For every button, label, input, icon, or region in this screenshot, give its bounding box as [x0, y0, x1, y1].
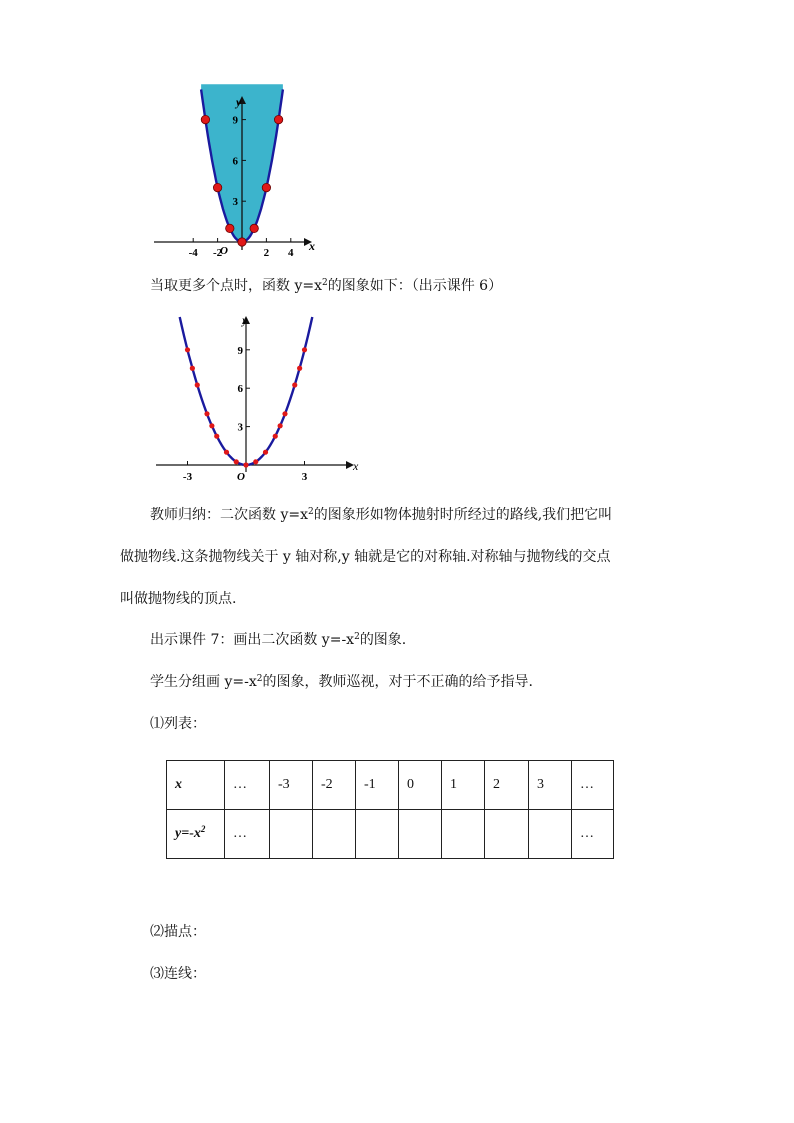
data-point	[204, 411, 209, 416]
data-point	[234, 459, 239, 464]
table-cell: -1	[356, 761, 399, 810]
data-point	[209, 423, 214, 428]
data-point	[190, 366, 195, 371]
x-axis-label: x	[309, 239, 315, 253]
y-tick-label: 9	[232, 114, 238, 127]
table-cell	[485, 810, 529, 859]
data-point	[292, 382, 297, 387]
table-cell-header-y: $y=-x^2$	[167, 810, 225, 859]
x-tick-label: -3	[182, 471, 193, 483]
data-point	[274, 115, 282, 123]
data-point	[278, 423, 283, 428]
table-cell	[442, 810, 485, 859]
data-point	[250, 224, 258, 232]
table-cell	[529, 810, 572, 859]
x-tick-label: 2	[263, 247, 270, 259]
table-cell	[356, 810, 399, 859]
data-point	[297, 366, 302, 371]
step-3-heading: ⑶连线：	[150, 966, 206, 982]
table-cell: …	[572, 810, 614, 859]
table-cell: 2	[485, 761, 529, 810]
y-tick-label: 6	[232, 155, 238, 168]
table-cell	[270, 810, 313, 859]
table-cell: 0	[399, 761, 442, 810]
data-point	[214, 434, 219, 439]
data-point	[201, 115, 209, 123]
summary-line-1: 教师归纳：二次函数 $y=x^2$的图象形如物体抛射时所经过的路线,我们把它叫	[150, 507, 613, 523]
data-point	[302, 347, 307, 352]
text-more-points: 当取更多个点时，函数 $y=x^2$的图象如下：（出示课件 6）	[150, 278, 503, 294]
summary-line-2: 做抛物线.这条抛物线关于 y 轴对称,y 轴就是它的对称轴.对称轴与抛物线的交点	[120, 549, 611, 565]
x-tick-label: -4	[188, 247, 198, 259]
table-cell: -3	[270, 761, 313, 810]
step-1-heading: ⑴列表：	[150, 716, 206, 732]
show-courseware-7: 出示课件 7：画出二次函数 $y=-x^2$的图象.	[150, 632, 407, 648]
data-point	[273, 434, 278, 439]
x-tick-label: 4	[288, 247, 294, 259]
origin-label: O	[220, 245, 228, 257]
table-cell	[399, 810, 442, 859]
y-tick-label: 3	[232, 196, 238, 209]
x-axis-label: x	[353, 459, 359, 473]
parabola-figure-2	[150, 306, 365, 486]
table-cell: -2	[313, 761, 356, 810]
step-2-heading: ⑵描点：	[150, 924, 206, 940]
y-tick-label: 3	[237, 421, 243, 434]
table-cell	[313, 810, 356, 859]
data-point	[253, 459, 258, 464]
tick-labels	[183, 345, 308, 483]
table-cell-header-x: x	[167, 761, 225, 810]
x-tick-label: -2	[213, 247, 223, 259]
data-point	[195, 382, 200, 387]
table-row	[167, 810, 614, 859]
data-point	[262, 183, 270, 191]
table-row	[167, 761, 614, 810]
x-tick-label: 3	[301, 471, 308, 483]
origin-label: O	[237, 471, 245, 483]
table-cell: …	[225, 761, 270, 810]
data-point	[226, 224, 234, 232]
data-point	[243, 462, 248, 467]
parabola-figure-1	[150, 92, 325, 259]
y-tick-label: 6	[237, 383, 243, 396]
data-point	[185, 347, 190, 352]
summary-line-3: 叫做抛物线的顶点.	[120, 591, 237, 607]
table-cell: 3	[529, 761, 572, 810]
data-point	[263, 450, 268, 455]
value-table	[166, 760, 614, 859]
y-axis-label: y	[236, 95, 242, 109]
data-point	[238, 238, 246, 246]
group-drawing-text: 学生分组画 $y=-x^2$的图象，教师巡视，对于不正确的给予指导.	[150, 674, 533, 690]
y-tick-label: 9	[237, 344, 243, 357]
data-point	[213, 183, 221, 191]
table-cell: …	[225, 810, 270, 859]
table-cell: 1	[442, 761, 485, 810]
table-cell: …	[572, 761, 614, 810]
y-axis-label: y	[242, 313, 248, 327]
data-point	[282, 411, 287, 416]
data-point	[224, 450, 229, 455]
